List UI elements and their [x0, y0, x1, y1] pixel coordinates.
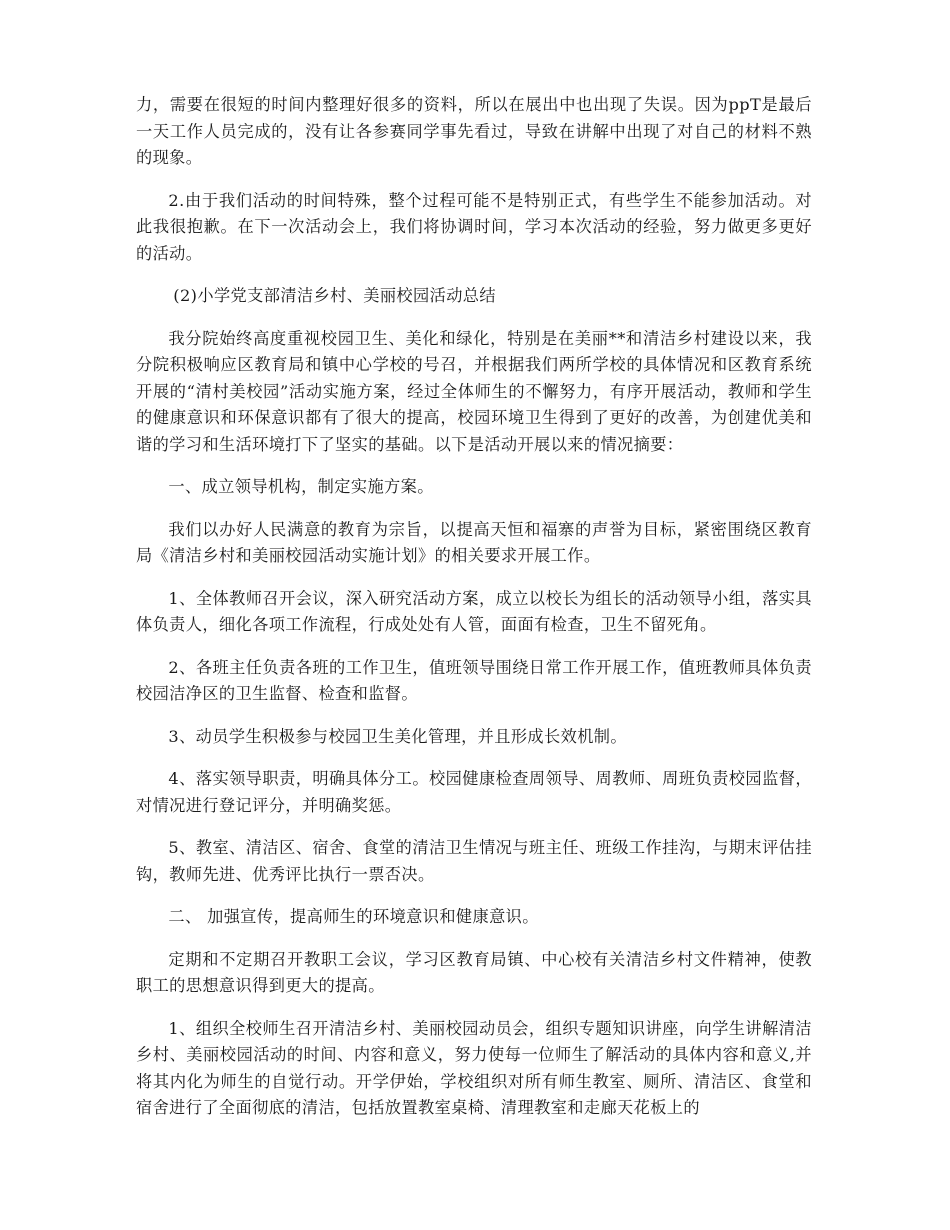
list-item-2: 2、各班主任负责各班的工作卫生，值班领导围绕日常工作开展工作，值班教师具体负责校园洁净区的卫生监督、检查和监督。	[136, 657, 812, 703]
list-item-1: 1、全体教师召开会议，深入研究活动方案，成立以校长为组长的活动领导小组，落实具体负责人，细化各项工作流程，行成处处有人管，面面有检查，卫生不留死角。	[136, 588, 812, 634]
list-item-5: 5、教室、清洁区、宿舍、食堂的清洁卫生情况与班主任、班级工作挂沟，与期末评估挂钩，教师先进、优秀评比执行一票否决。	[136, 838, 812, 884]
list-item-section2-1: 1、组织全校师生召开清洁乡村、美丽校园动员会，组织专题知识讲座，向学生讲解清洁乡村、美丽校园活动的时间、内容和意义，努力使每一位师生了解活动的具体内容和意义,并将其内化为师生的自觉行动。开学伊始，学校组织对所有师生教室、厕所、清洁区、食堂和宿舍进行了全面彻底的清洁，包括放置教室桌椅、清理教室和走廊天花板上的	[136, 1018, 812, 1117]
list-item-4: 4、落实领导职责，明确具体分工。校园健康检查周领导、周教师、周班负责校园监督，对情况进行登记评分，并明确奖惩。	[136, 769, 812, 815]
heading-two: 二、 加强宣传，提高师生的环境意识和健康意识。	[168, 907, 539, 926]
list-item-3: 3、动员学生积极参与校园卫生美化管理，并且形成长效机制。	[168, 726, 627, 746]
section-title-summary: (2)小学党支部清洁乡村、美丽校园活动总结	[173, 286, 496, 305]
paragraph-goal: 我们以办好人民满意的教育为宗旨，以提高天恒和福寨的声誉为目标，紧密围绕区教育局《清洁乡村和美丽校园活动实施计划》的相关要求开展工作。	[136, 519, 812, 565]
document-page	[136, 92, 812, 1138]
paragraph-meetings: 定期和不定期召开教职工会议，学习区教育局镇、中心校有关清洁乡村文件精神，使教职工的思想意识得到更大的提高。	[136, 949, 812, 995]
paragraph-continuation: 力，需要在很短的时间内整理好很多的资料，所以在展出中也出现了失误。因为ppT是最后一天工作人员完成的，没有让各参赛同学事先看过，导致在讲解中出现了对自己的材料不熟的现象。	[136, 95, 812, 167]
paragraph-apology: 2.由于我们活动的时间特殊，整个过程可能不是特别正式，有些学生不能参加活动。对此我很抱歉。在下一次活动会上，我们将协调时间，学习本次活动的经验，努力做更多更好的活动。	[136, 190, 812, 263]
heading-one: 一、成立领导机构，制定实施方案。	[168, 477, 434, 496]
paragraph-intro: 我分院始终高度重视校园卫生、美化和绿化，特别是在美丽**和清洁乡村建设以来，我分院积极响应区教育局和镇中心学校的号召，并根据我们两所学校的具体情况和区教育系统开展的“清村美校园”活动实施方案，经过全体师生的不懈努力，有序开展活动，教师和学生的健康意识和环保意识都有了很大的提高，校园环境卫生得到了更好的改善，为创建优美和谐的学习和生活环境打下了坚实的基础。以下是活动开展以来的情况摘要：	[136, 328, 812, 454]
